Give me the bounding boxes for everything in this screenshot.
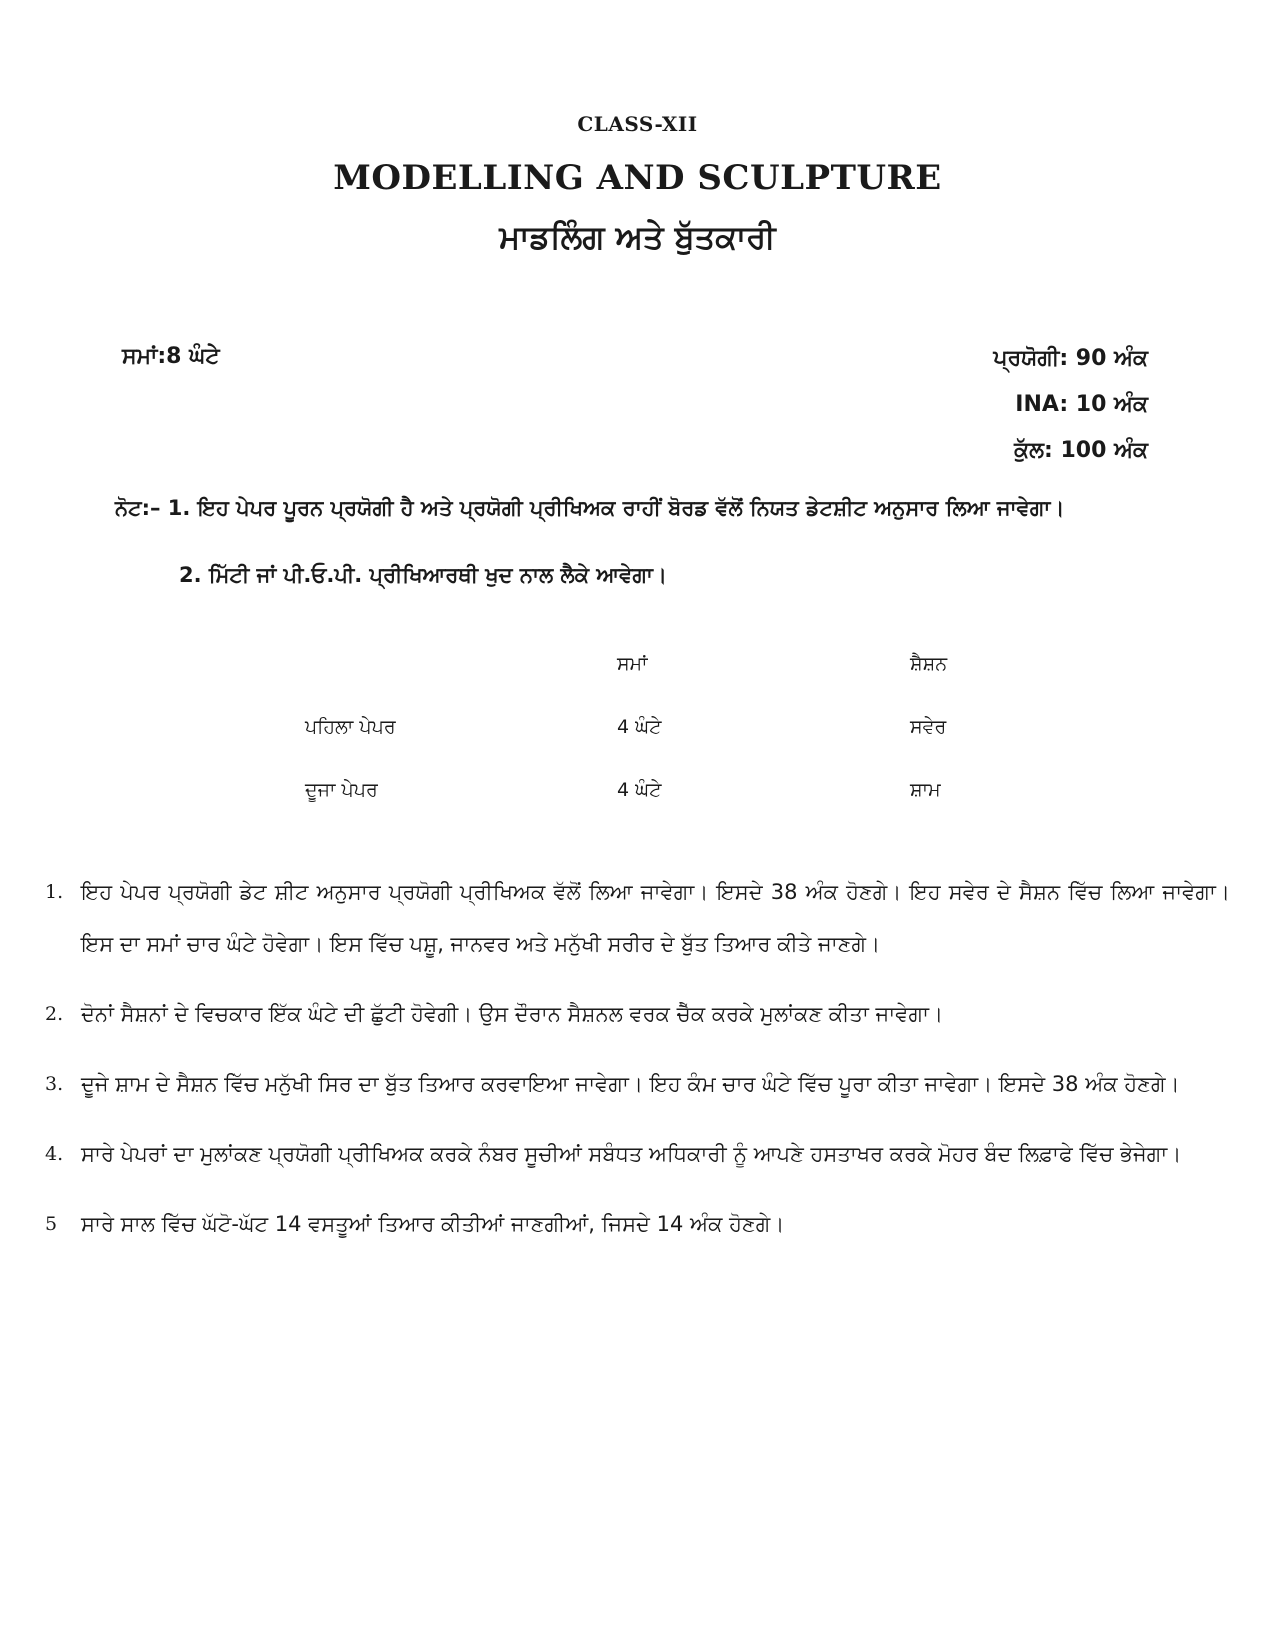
ina-marks: INA: 10 ਅੰਕ xyxy=(1015,392,1148,417)
total-marks: ਕੁੱਲ: 100 ਅੰਕ xyxy=(1014,438,1148,463)
list-item-number: 5 xyxy=(45,1213,58,1235)
note-2: 2. ਮਿੱਟੀ ਜਾਂ ਪੀ.ਓ.ਪੀ. ਪ੍ਰੀਖਿਆਰਥੀ ਖੁਦ ਨਾਲ ਲੈਕੇ ਆਵੇਗਾ। xyxy=(179,563,668,587)
list-item-text: ਸਾਰੇ ਪੇਪਰਾਂ ਦਾ ਮੁਲਾਂਕਣ ਪ੍ਰਯੋਗੀ ਪ੍ਰੀਖਿਅਕ ਕਰਕੇ ਨੰਬਰ ਸੂਚੀਆਂ ਸਬੰਧਤ ਅਧਿਕਾਰੀ ਨੂੰ ਆਪਣੇ ਹਸਤਾਖਰ ਕਰਕੇ ਮੋਹਰ ਬੰਦ ਲਿਫ਼ਾਫੇ ਵਿੱਚ ਭੇਜੇਗਾ। xyxy=(81,1142,1182,1166)
list-item-number: 2. xyxy=(45,1003,64,1025)
list-item xyxy=(45,1128,1230,1180)
schedule-row-session: ਸ਼ਾਮ xyxy=(910,779,941,801)
schedule-header-session: ਸ਼ੈਸ਼ਨ xyxy=(910,653,948,675)
note-1: ਨੋਟ:– 1. ਇਹ ਪੇਪਰ ਪੂਰਨ ਪ੍ਰਯੋਗੀ ਹੈ ਅਤੇ ਪ੍ਰਯੋਗੀ ਪ੍ਰੀਖਿਅਕ ਰਾਹੀਂ ਬੋਰਡ ਵੱਲੋਂ ਨਿਯਤ ਡੇਟਸ਼ੀਟ ਅਨੁਸਾਰ ਲਿਆ ਜਾਵੇਗਾ। xyxy=(115,496,1065,520)
schedule-row-time: 4 ਘੰਟੇ xyxy=(617,779,662,801)
list-item xyxy=(45,1198,1230,1250)
marks-summary xyxy=(993,344,1148,482)
exam-duration: ਸਮਾਂ:8 ਘੰਟੇ xyxy=(122,344,220,369)
list-item-text: ਇਹ ਪੇਪਰ ਪ੍ਰਯੋਗੀ ਡੇਟ ਸ਼ੀਟ ਅਨੁਸਾਰ ਪ੍ਰਯੋਗੀ ਪ੍ਰੀਖਿਅਕ ਵੱਲੋਂ ਲਿਆ ਜਾਵੇਗਾ। ਇਸਦੇ 38 ਅੰਕ ਹੋਣਗੇ। ਇਹ ਸਵੇਰ ਦੇ ਸੈਸ਼ਨ ਵਿੱਚ ਲਿਆ ਜਾਵੇਗਾ। ਇਸ ਦਾ ਸਮਾਂ ਚਾਰ ਘੰਟੇ ਹੋਵੇਗਾ। ਇਸ ਵਿੱਚ ਪਸ਼ੂ, ਜਾਨਵਰ ਅਤੇ ਮਨੁੱਖੀ ਸਰੀਰ ਦੇ ਬੁੱਤ ਤਿਆਰ ਕੀਤੇ ਜਾਣਗੇ। xyxy=(81,880,1230,956)
subject-title-punjabi: ਮਾਡਲਿੰਗ ਅਤੇ ਬੁੱਤਕਾਰੀ xyxy=(499,218,776,256)
list-item xyxy=(45,988,1230,1040)
schedule-row-session: ਸਵੇਰ xyxy=(910,716,947,738)
schedule-row-paper: ਦੂਜਾ ਪੇਪਰ xyxy=(305,779,378,801)
list-item-number: 1. xyxy=(45,881,64,903)
list-item-text: ਦੂਜੇ ਸ਼ਾਮ ਦੇ ਸੈਸ਼ਨ ਵਿੱਚ ਮਨੁੱਖੀ ਸਿਰ ਦਾ ਬੁੱਤ ਤਿਆਰ ਕਰਵਾਇਆ ਜਾਵੇਗਾ। ਇਹ ਕੰਮ ਚਾਰ ਘੰਟੇ ਵਿੱਚ ਪੂਰਾ ਕੀਤਾ ਜਾਵੇਗਾ। ਇਸਦੇ 38 ਅੰਕ ਹੋਣਗੇ। xyxy=(81,1072,1180,1096)
list-item xyxy=(45,866,1230,970)
list-item xyxy=(45,1058,1230,1110)
class-label: CLASS-XII xyxy=(577,112,698,136)
list-item-text: ਸਾਰੇ ਸਾਲ ਵਿੱਚ ਘੱਟੋ-ਘੱਟ 14 ਵਸਤੂਆਂ ਤਿਆਰ ਕੀਤੀਆਂ ਜਾਣਗੀਆਂ, ਜਿਸਦੇ 14 ਅੰਕ ਹੋਣਗੇ। xyxy=(81,1212,785,1236)
practical-marks: ਪ੍ਰਯੋਗੀ: 90 ਅੰਕ xyxy=(993,346,1148,371)
list-item-number: 4. xyxy=(45,1143,64,1165)
schedule-row-time: 4 ਘੰਟੇ xyxy=(617,716,662,738)
subject-title-english: MODELLING AND SCULPTURE xyxy=(333,158,942,198)
list-item-text: ਦੋਨਾਂ ਸੈਸ਼ਨਾਂ ਦੇ ਵਿਚਕਾਰ ਇੱਕ ਘੰਟੇ ਦੀ ਛੁੱਟੀ ਹੋਵੇਗੀ। ਉਸ ਦੌਰਾਨ ਸੈਸ਼ਨਲ ਵਰਕ ਚੈੱਕ ਕਰਕੇ ਮੁਲਾਂਕਣ ਕੀਤਾ ਜਾਵੇਗਾ। xyxy=(81,1002,944,1026)
instructions-list xyxy=(45,866,1230,1268)
schedule-header-time: ਸਮਾਂ xyxy=(617,653,648,675)
list-item-number: 3. xyxy=(45,1073,64,1095)
schedule-row-paper: ਪਹਿਲਾ ਪੇਪਰ xyxy=(305,716,396,738)
